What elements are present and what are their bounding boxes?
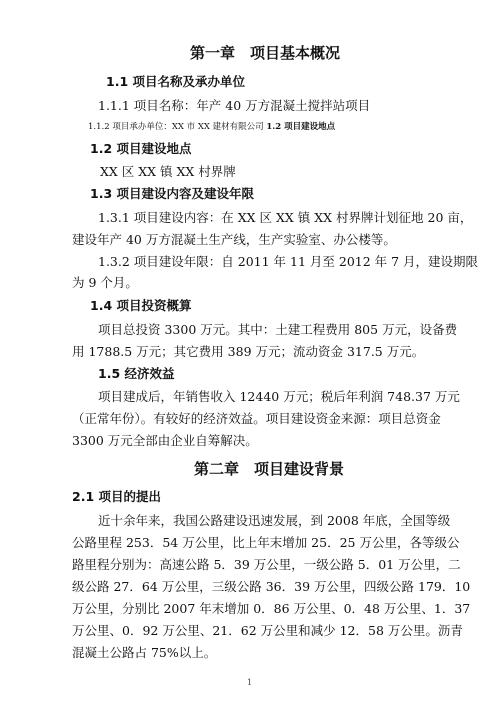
section-1-4-heading: 1.4 项目投资概算 — [90, 298, 192, 313]
paragraph-2-1-line2: 公路里程 253．54 万公里，比上年末增加 25．25 万公里，各等级公 — [72, 535, 460, 550]
paragraph-2-1-line6: 万公里、0．92 万公里、21．62 万公里和减少 12．58 万公里。沥青 — [72, 623, 463, 638]
paragraph-2-1-line1: 近十余年来，我国公路建设迅速发展，到 2008 年底，全国等级 — [98, 513, 451, 528]
paragraph-2-1-line4: 级公路 27．64 万公里，三级公路 36．39 万公里，四级公路 179．10 — [72, 579, 471, 594]
section-2-1-heading: 2.1 项目的提出 — [72, 489, 161, 504]
section-1-4-line1: 项目总投资 3300 万元。其中：土建工程费用 805 万元，设备费 — [98, 322, 458, 337]
paragraph-2-1-line3: 路里程分别为：高速公路 5．39 万公里，一级公路 5．01 万公里，二 — [72, 557, 461, 572]
item-1-1-2: 1.1.2 项目承办单位：XX 市 XX 建材有限公司 1.2 项目建设地点 — [88, 122, 336, 132]
item-1-3-2-line2: 为 9 个月。 — [72, 275, 138, 290]
page-number: 1 — [247, 678, 253, 687]
item-1-3-2-line1: 1.3.2 项目建设年限：自 2011 年 11 月至 2012 年 7 月，建设期限 — [98, 254, 479, 269]
chapter-1-title: 第一章 项目基本概况 — [190, 44, 341, 62]
item-1-1-1: 1.1.1 项目名称：年产 40 万方混凝土搅拌站项目 — [98, 98, 371, 113]
section-1-5-heading: 1.5 经济效益 — [98, 366, 175, 381]
section-1-2-heading: 1.2 项目建设地点 — [90, 141, 192, 156]
section-1-5-line1: 项目建成后，年销售收入 12440 万元；税后年利润 748.37 万元 — [98, 389, 460, 404]
section-1-4-line2: 用 1788.5 万元；其它费用 389 万元；流动资金 317.5 万元。 — [72, 344, 425, 359]
section-1-2-text: XX 区 XX 镇 XX 村界牌 — [100, 164, 236, 179]
section-1-3-heading: 1.3 项目建设内容及建设年限 — [90, 186, 254, 201]
paragraph-2-1-line5: 万公里，分别比 2007 年末增加 0．86 万公里、0．48 万公里、1．37 — [72, 601, 471, 616]
section-1-5-line3: 3300 万元全部由企业自筹解决。 — [72, 433, 258, 448]
chapter-2-title: 第二章 项目建设背景 — [194, 460, 345, 478]
item-1-3-1-line1: 1.3.1 项目建设内容：在 XX 区 XX 镇 XX 村界牌计划征地 20 亩， — [98, 210, 473, 225]
paragraph-2-1-line7: 混凝土公路占 75%以上。 — [72, 645, 217, 660]
section-1-1-heading: 1.1 项目名称及承办单位 — [106, 74, 245, 89]
item-1-3-1-line2: 建设年产 40 万方混凝土生产线，生产实验室、办公楼等。 — [72, 232, 396, 247]
section-1-5-line2: （正常年份）。有较好的经济效益。项目建设资金来源：项目总资金 — [72, 411, 441, 426]
